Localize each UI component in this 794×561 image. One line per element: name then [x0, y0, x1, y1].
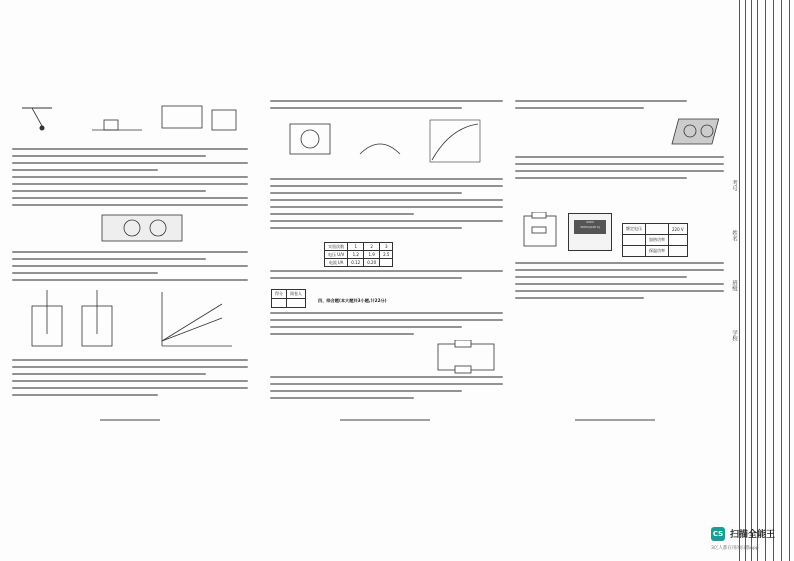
table-row	[623, 235, 688, 246]
score-label: 得分	[272, 290, 287, 299]
camscanner-logo-icon: CS	[711, 527, 725, 541]
table-cell	[623, 246, 646, 257]
table-cell	[669, 246, 688, 257]
score-cell	[272, 299, 287, 308]
table-row	[623, 246, 688, 257]
table-cell: 保温功率	[646, 246, 669, 257]
table-row	[325, 259, 393, 267]
footer-page-3	[575, 419, 655, 421]
footer-page-1	[100, 419, 160, 421]
column-2-questions	[270, 312, 510, 404]
table-cell	[646, 224, 669, 235]
grader-cell	[287, 299, 306, 308]
meter-line: 3000r/(kW·h)	[580, 224, 600, 229]
figure-circuit-board	[12, 211, 252, 247]
margin-label: 班级	[731, 280, 737, 291]
table-cell: 2.5	[380, 251, 393, 259]
camscanner-tagline: 3亿人都在用的扫描App	[711, 546, 759, 551]
column-1	[12, 100, 255, 430]
table-row	[325, 251, 393, 259]
table-cell	[623, 235, 646, 246]
table-cell: 2	[364, 243, 380, 251]
table-cell: 0.20	[364, 259, 380, 267]
table-cell	[669, 235, 688, 246]
section-title: 四、综合题(本大题共3小题,计22分)	[318, 298, 387, 303]
figure-circuit-diagram	[270, 340, 510, 374]
table-header-row	[325, 243, 393, 251]
table-cell: 1	[348, 243, 364, 251]
table-cell: 3	[380, 243, 393, 251]
figure-heating-experiment	[12, 286, 252, 356]
meter-line: 220V	[586, 220, 594, 224]
table-cell: 加热功率	[646, 235, 669, 246]
figure-row-1	[12, 100, 252, 140]
margin-label: 考号	[731, 180, 737, 191]
table-cell: 额定电压	[623, 224, 646, 235]
figure-meters-and-graph	[270, 114, 510, 174]
camscanner-name: 扫描全能王	[730, 530, 776, 540]
spec-table	[622, 223, 688, 257]
grader-label: 阅卷人	[287, 290, 306, 299]
energy-meter	[568, 213, 612, 251]
margin-label: 学校	[731, 330, 737, 341]
table-cell: 实验次数	[325, 243, 348, 251]
table-cell: 0.12	[348, 259, 364, 267]
margin-label: 姓名	[731, 230, 737, 241]
footer-page-2	[340, 419, 430, 421]
data-table	[324, 242, 393, 267]
meter-display	[574, 220, 606, 234]
table-cell: 220 V	[669, 224, 688, 235]
figure-circuit-r1-r2	[520, 212, 560, 252]
score-box	[271, 289, 306, 308]
table-cell: 1.2	[348, 251, 364, 259]
binding-margin	[731, 0, 794, 561]
figure-induction-cooker	[515, 114, 730, 154]
table-row	[623, 224, 688, 235]
table-cell: 电流 I/A	[325, 259, 348, 267]
table-cell	[380, 259, 393, 267]
column-2-lower	[270, 270, 510, 284]
table-cell: 电压 U/V	[325, 251, 348, 259]
column-3-lower	[515, 262, 730, 304]
table-cell: 1.9	[364, 251, 380, 259]
